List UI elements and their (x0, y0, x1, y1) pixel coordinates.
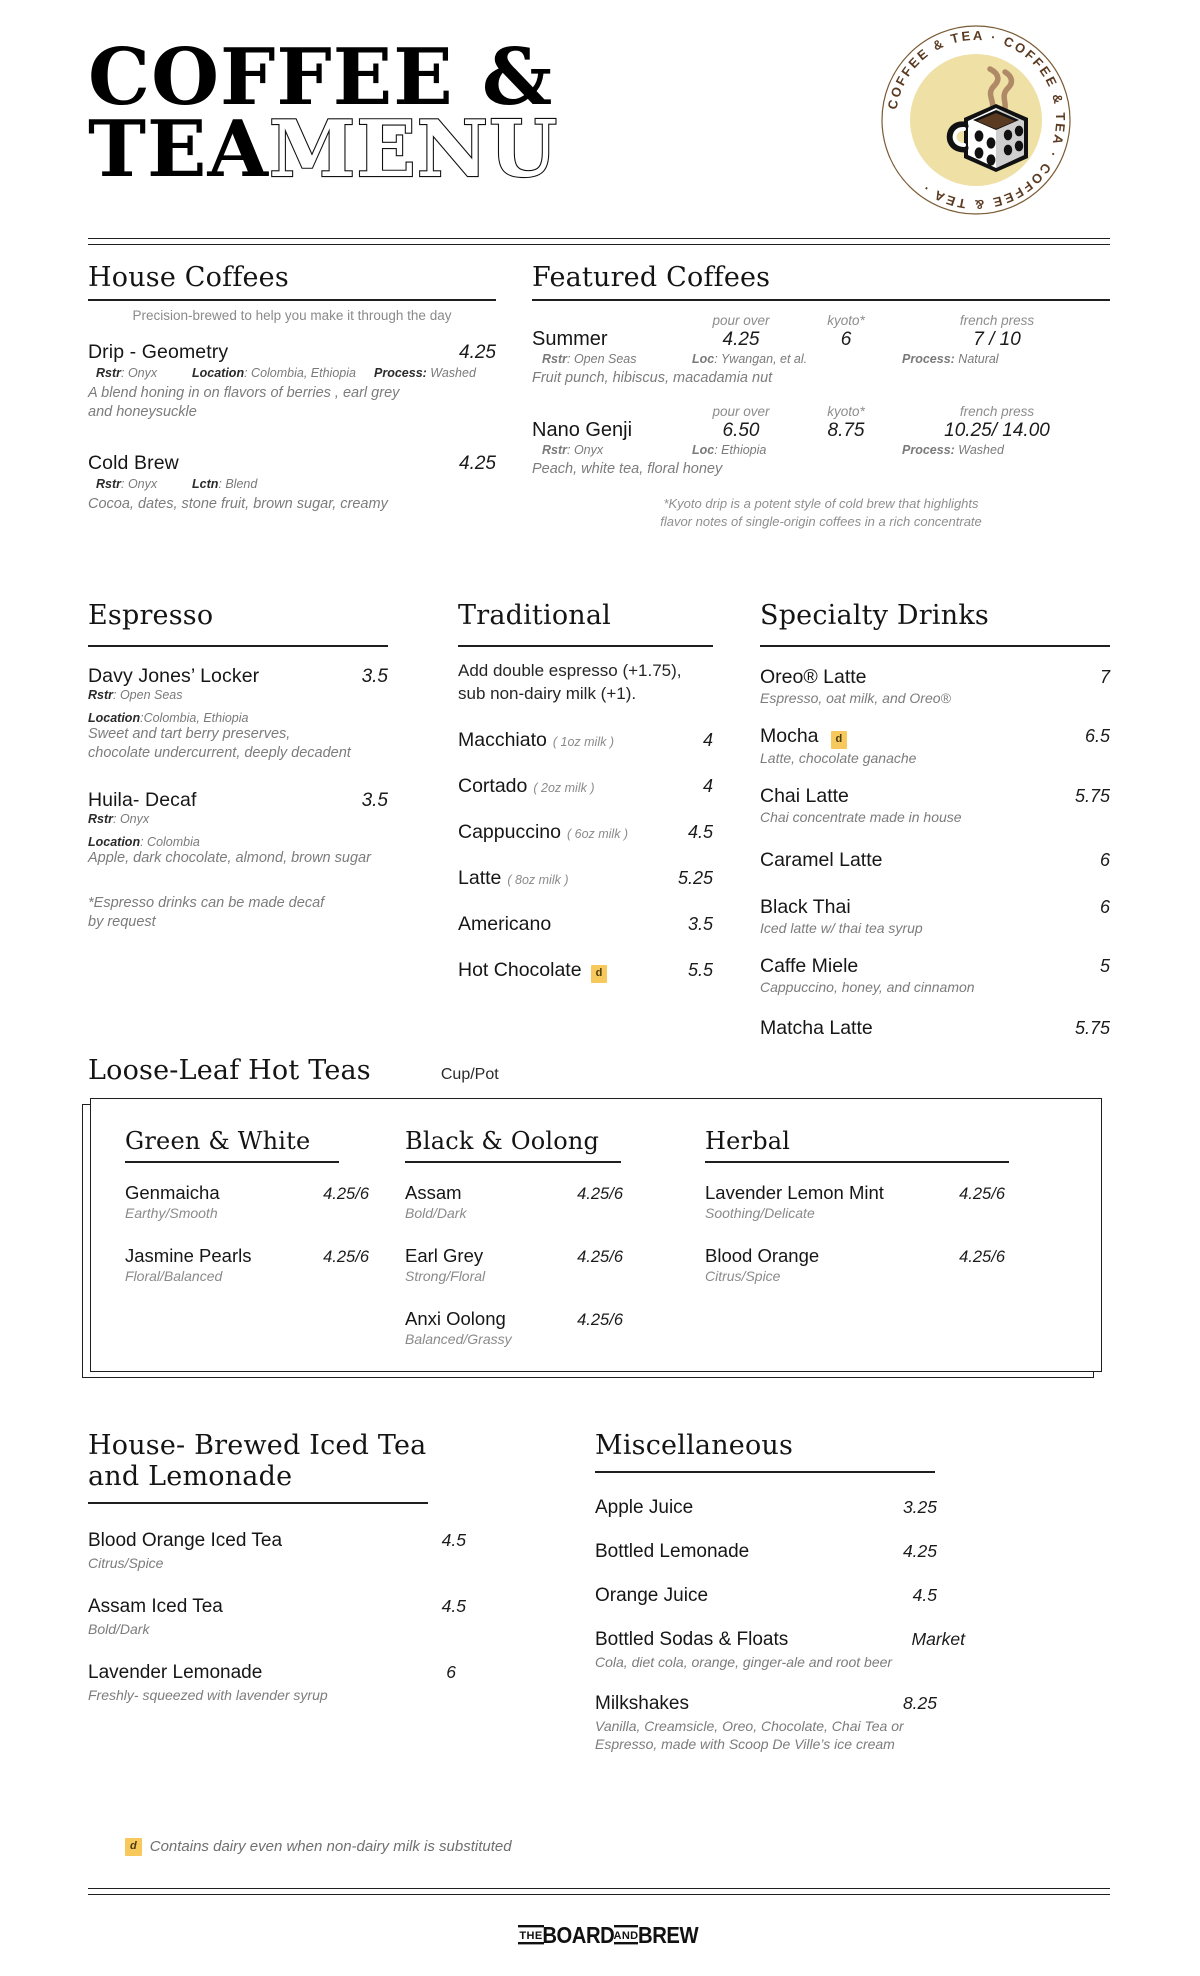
miscellaneous-underline (595, 1471, 935, 1473)
featured-column-headers (532, 404, 1110, 419)
item-price: 5 (1099, 955, 1110, 976)
item-name: Blood Orange (705, 1244, 820, 1266)
item-name: Assam (405, 1181, 462, 1203)
item-name: Apple Juice (595, 1496, 694, 1518)
item-name: Caffe Miele (760, 954, 859, 977)
price-french-press: 7 / 10 (973, 328, 1021, 350)
svg-text:THE: THE (519, 1930, 543, 1942)
meta-label: Location (88, 835, 141, 850)
item-description: Bold/Dark (88, 1620, 150, 1637)
item-price: 5.75 (1074, 1017, 1110, 1038)
meta-value: Washed (426, 365, 476, 380)
iced-item (88, 1530, 488, 1572)
item-price: 3.5 (361, 665, 388, 687)
iced-item (88, 1662, 488, 1704)
section-espresso (88, 600, 388, 932)
meta-value: Natural (954, 351, 999, 366)
specialty-drinks-underline (760, 645, 1110, 647)
item-price: 7 (1099, 666, 1110, 687)
kyoto-footnote-line-1: *Kyoto drip is a potent style of cold brew that highlights (663, 496, 979, 512)
item-description: Peach, white tea, floral honey (532, 460, 723, 477)
traditional-item (458, 729, 713, 752)
item-meta (88, 688, 388, 702)
item-name: Summer (532, 327, 608, 350)
title-line-1: COFFEE & (88, 32, 554, 123)
item-name: Blood Orange Iced Tea (88, 1529, 283, 1551)
price-pour-over: 6.50 (722, 419, 760, 441)
section-traditional (458, 600, 713, 983)
svg-text:BREW: BREW (638, 1921, 699, 1949)
meta-value: Washed (954, 442, 1004, 457)
brand-footer-logo (0, 1918, 1200, 1952)
item-name: Davy Jones’ Locker (88, 664, 260, 687)
misc-item (595, 1541, 975, 1563)
item-name: Black Thai (760, 895, 851, 918)
traditional-item (458, 959, 713, 983)
item-note: Soothing/Delicate (705, 1204, 815, 1221)
featured-item (532, 404, 1110, 479)
item-meta (532, 352, 1110, 366)
item-note: Strong/Floral (405, 1267, 486, 1284)
section-iced-tea-lemonade (88, 1430, 488, 1704)
house-coffees-underline (88, 299, 496, 301)
tea-item (705, 1245, 1095, 1284)
tea-column-green-white (91, 1127, 395, 1371)
item-name: Oreo® Latte (760, 665, 867, 688)
item-name: Drip - Geometry (88, 340, 229, 363)
meta-label: Loc (692, 351, 715, 366)
item-description-line-1: Sweet and tart berry preserves, (88, 725, 291, 742)
meta-label: Lctn (192, 477, 219, 492)
meta-label: Rstr (542, 442, 568, 457)
item-name: Matcha Latte (760, 1016, 873, 1039)
misc-item (595, 1629, 975, 1671)
traditional-note-line-1: Add double espresso (+1.75), (458, 660, 682, 680)
meta-value: : Open Seas (113, 687, 183, 702)
item-note: Earthy/Smooth (125, 1204, 218, 1221)
item-name: Lavender Lemon Mint (705, 1181, 884, 1203)
meta-value: : Ywangan, et al. (714, 351, 808, 366)
espresso-footnote-line-1: *Espresso drinks can be made decaf (88, 895, 325, 912)
item-price: 4.25/6 (959, 1184, 1005, 1203)
iced-heading-line-2: and Lemonade (88, 1461, 293, 1492)
meta-value: : Open Seas (567, 351, 637, 366)
item-description: Latte, chocolate ganache (760, 749, 917, 766)
item-location (88, 835, 388, 849)
item-price: 4.25 (902, 1540, 937, 1561)
tea-box (90, 1098, 1102, 1372)
tea-column-underline (705, 1161, 1009, 1163)
meta-value: : Blend (218, 477, 258, 492)
tea-column-title: Black & Oolong (405, 1127, 600, 1155)
item-price: 4.25/6 (577, 1310, 623, 1329)
item-price: 3.5 (687, 913, 713, 934)
meta-value: : Colombia (140, 835, 200, 850)
traditional-note (458, 659, 713, 706)
item-price: 8.25 (902, 1692, 937, 1713)
item-name: Caramel Latte (760, 848, 883, 871)
item-name: Cappuccino (458, 820, 561, 843)
item-name: Milkshakes (595, 1692, 689, 1714)
item-name: Cold Brew (88, 452, 179, 475)
item-size: ( 2oz milk ) (533, 780, 595, 795)
meta-label: Rstr (96, 477, 122, 492)
section-loose-leaf-teas-header (88, 1055, 1110, 1086)
price-kyoto: 6 (840, 328, 852, 350)
meta-label: Rstr (88, 812, 114, 827)
cup-pot-label: Cup/Pot (440, 1066, 499, 1083)
specialty-item (760, 666, 1110, 706)
tea-item (405, 1308, 695, 1347)
item-price: 4.25 (459, 453, 496, 475)
item-price: 6 (1099, 849, 1110, 870)
item-description-line-2: chocolate undercurrent, deeply decadent (88, 744, 351, 761)
item-price: 5.25 (677, 867, 713, 888)
item-price: 4.5 (441, 1595, 466, 1616)
espresso-footnote (88, 894, 388, 932)
iced-item (88, 1596, 488, 1638)
traditional-item (458, 913, 713, 936)
item-description: Vanilla, Creamsicle, Oreo, Chocolate, Chai Tea or Espresso, made with Scoop De Ville’s ice cream (595, 1717, 904, 1753)
house-item (88, 341, 496, 422)
tea-column-herbal (695, 1127, 1095, 1371)
footer-divider (88, 1888, 1110, 1895)
meta-value: : Onyx (567, 442, 604, 457)
meta-value: : Onyx (113, 812, 150, 827)
tea-column-underline (405, 1161, 621, 1163)
item-name: Bottled Lemonade (595, 1540, 750, 1562)
item-note: Bold/Dark (405, 1204, 467, 1221)
meta-value: : Onyx (121, 477, 158, 492)
svg-text:AND: AND (613, 1930, 639, 1942)
column-header-kyoto: kyoto* (827, 403, 865, 419)
menu-title (88, 32, 708, 195)
tea-column-underline (125, 1161, 339, 1163)
item-price: 3.25 (902, 1496, 937, 1517)
misc-item (595, 1693, 975, 1753)
item-description: Cola, diet cola, orange, ginger-ale and root beer (595, 1653, 893, 1670)
house-coffees-heading: House Coffees (88, 262, 289, 293)
title-line-2-outline: MENU (269, 103, 559, 195)
misc-item (595, 1497, 975, 1519)
item-description: Iced latte w/ thai tea syrup (760, 919, 923, 936)
item-price: 4.25/6 (323, 1247, 369, 1266)
tea-item (405, 1245, 695, 1284)
meta-label: Process: (902, 351, 955, 366)
specialty-item (760, 955, 1110, 995)
item-description: Freshly- squeezed with lavender syrup (88, 1687, 328, 1704)
item-name: Huila- Decaf (88, 789, 197, 812)
item-price: 6 (1099, 896, 1110, 917)
meta-label: Rstr (88, 687, 114, 702)
meta-label: Location (88, 710, 141, 725)
item-meta (532, 443, 1110, 457)
specialty-drinks-heading: Specialty Drinks (760, 600, 989, 631)
item-name: Cortado (458, 774, 528, 797)
tea-item (705, 1182, 1095, 1221)
section-specialty-drinks (760, 600, 1110, 1040)
meta-label: Process: (374, 365, 427, 380)
featured-coffees-heading: Featured Coffees (532, 262, 771, 293)
traditional-item (458, 867, 713, 890)
column-header-pour-over: pour over (712, 403, 770, 419)
dairy-badge-icon: d (125, 1838, 142, 1856)
featured-item (532, 313, 1110, 388)
meta-value: : Ethiopia (714, 442, 767, 457)
meta-label: Location (192, 365, 245, 380)
item-name: Earl Grey (405, 1244, 484, 1266)
price-french-press: 10.25/ 14.00 (944, 419, 1050, 441)
column-header-french-press: french press (959, 403, 1035, 419)
item-name: Hot Chocolate (458, 958, 582, 981)
brand-logo (878, 22, 1074, 218)
specialty-item (760, 849, 1110, 872)
item-location (88, 711, 388, 725)
traditional-item (458, 775, 713, 798)
item-note: Floral/Balanced (125, 1267, 223, 1284)
item-size: ( 8oz milk ) (507, 872, 569, 887)
tea-item (405, 1182, 695, 1221)
iced-heading-line-1: House- Brewed Iced Tea (88, 1430, 427, 1461)
menu-header (0, 0, 1200, 232)
miscellaneous-heading: Miscellaneous (595, 1430, 794, 1461)
item-name: Genmaicha (125, 1181, 220, 1203)
item-price: 4.25/6 (577, 1184, 623, 1203)
item-note: Balanced/Grassy (405, 1330, 512, 1347)
item-price: 4.5 (912, 1584, 937, 1605)
kyoto-footnote (532, 495, 1110, 530)
item-name: Bottled Sodas & Floats (595, 1628, 789, 1650)
svg-text:BOARD: BOARD (542, 1921, 615, 1949)
item-name: Orange Juice (595, 1584, 709, 1606)
item-note: Citrus/Spice (705, 1267, 781, 1284)
tea-column-title: Herbal (705, 1127, 791, 1155)
item-size: ( 1oz milk ) (552, 734, 614, 749)
item-name: Nano Genji (532, 418, 633, 441)
traditional-note-line-2: sub non-dairy milk (+1). (458, 684, 637, 704)
house-coffees-subtitle: Precision-brewed to help you make it through the day (132, 307, 452, 323)
dairy-badge-icon: d (591, 965, 608, 983)
item-description: Cocoa, dates, stone fruit, brown sugar, creamy (88, 496, 388, 513)
item-description: Cappuccino, honey, and cinnamon (760, 978, 975, 995)
traditional-heading: Traditional (458, 600, 611, 631)
espresso-item (88, 789, 388, 868)
item-meta (88, 366, 496, 380)
meta-value: : Colombia, Ethiopia (244, 365, 356, 380)
item-price: 6 (446, 1662, 456, 1683)
traditional-item (458, 821, 713, 844)
tea-item (125, 1182, 395, 1221)
meta-label: Rstr (542, 351, 568, 366)
meta-value: : Onyx (121, 365, 158, 380)
traditional-underline (458, 645, 713, 647)
item-price: 4.25/6 (323, 1184, 369, 1203)
item-price: 6.5 (1084, 725, 1110, 746)
dairy-legend-text: Contains dairy even when non-dairy milk is substituted (149, 1838, 512, 1855)
iced-underline (88, 1502, 428, 1504)
item-price: Market (911, 1628, 965, 1649)
item-size: ( 6oz milk ) (566, 826, 629, 841)
section-house-coffees (88, 262, 496, 514)
specialty-item (760, 725, 1110, 766)
item-description-line-1: Apple, dark chocolate, almond, brown sugar (88, 850, 371, 867)
item-price: 4.25/6 (959, 1247, 1005, 1266)
item-price: 4 (702, 729, 713, 750)
column-header-french-press: french press (959, 312, 1035, 328)
tea-item (125, 1245, 395, 1284)
espresso-item (88, 665, 388, 763)
column-header-kyoto: kyoto* (827, 312, 865, 328)
meta-value: :Colombia, Ethiopia (140, 710, 249, 725)
item-price: 4.5 (687, 821, 713, 842)
item-description: A blend honing in on flavors of berries , earl grey and honeysuckle (88, 384, 400, 420)
item-price: 3.5 (361, 790, 388, 812)
item-meta (88, 812, 388, 826)
title-line-2-solid: TEA (88, 103, 270, 195)
item-description: Citrus/Spice (88, 1554, 164, 1571)
header-divider (88, 238, 1110, 245)
item-name: Latte (458, 866, 502, 889)
specialty-item (760, 785, 1110, 825)
item-name: Anxi Oolong (405, 1307, 506, 1329)
featured-coffees-underline (532, 299, 1110, 301)
kyoto-footnote-line-2: flavor notes of single-origin coffees in a rich concentrate (660, 513, 982, 529)
item-name: Macchiato (458, 728, 547, 751)
dairy-legend (125, 1838, 512, 1856)
tea-column-black-oolong (395, 1127, 695, 1371)
item-meta (88, 477, 496, 491)
item-name: Jasmine Pearls (125, 1244, 252, 1266)
loose-leaf-teas-heading: Loose-Leaf Hot Teas (88, 1055, 371, 1086)
item-name: Chai Latte (760, 784, 849, 807)
espresso-footnote-line-2: by request (88, 914, 156, 931)
meta-label: Rstr (96, 365, 122, 380)
meta-label: Process: (902, 442, 955, 457)
item-price: 5.75 (1074, 785, 1110, 806)
item-name: Assam Iced Tea (88, 1595, 223, 1617)
item-price: 4.25/6 (577, 1247, 623, 1266)
meta-label: Loc (692, 442, 715, 457)
price-pour-over: 4.25 (722, 328, 760, 350)
section-featured-coffees (532, 262, 1110, 530)
item-price: 5.5 (687, 959, 713, 980)
item-description: Chai concentrate made in house (760, 808, 962, 825)
price-kyoto: 8.75 (827, 419, 865, 441)
item-name: Mocha (760, 724, 819, 747)
specialty-item (760, 896, 1110, 936)
item-price: 4.5 (441, 1529, 466, 1550)
column-header-pour-over: pour over (712, 312, 770, 328)
espresso-underline (88, 645, 388, 647)
svg-text:COFFEE & TEA · COFFEE & TEA ·: COFFEE & TEA · COFFEE & TEA · COFFEE & TEA · (884, 27, 1069, 213)
item-description: Fruit punch, hibiscus, macadamia nut (532, 369, 773, 386)
house-item (88, 452, 496, 514)
specialty-item (760, 1017, 1110, 1040)
item-name: Americano (458, 912, 552, 935)
item-description: Espresso, oat milk, and Oreo® (760, 689, 951, 706)
item-name: Lavender Lemonade (88, 1662, 263, 1684)
espresso-heading: Espresso (88, 600, 214, 631)
item-price: 4 (702, 775, 713, 796)
misc-item (595, 1585, 975, 1607)
section-miscellaneous (595, 1430, 975, 1753)
featured-column-headers (532, 313, 1110, 328)
dairy-badge-icon: d (831, 731, 848, 749)
tea-column-title: Green & White (125, 1127, 311, 1155)
item-price: 4.25 (459, 341, 496, 363)
